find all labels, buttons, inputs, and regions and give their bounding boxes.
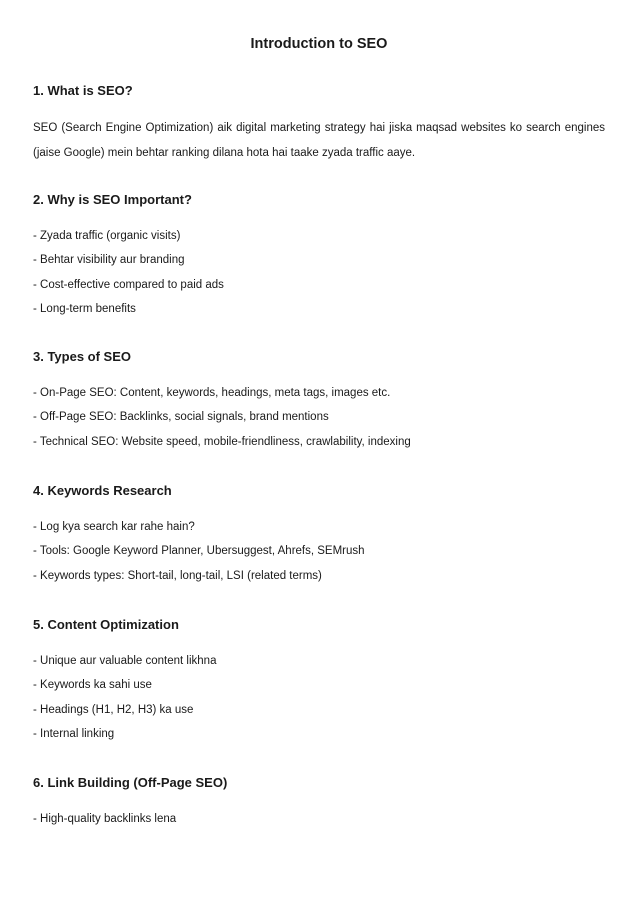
list-item: - Off-Page SEO: Backlinks, social signals, brand mentions (33, 411, 329, 424)
list-item: - Log kya search kar rahe hain? (33, 521, 195, 533)
section-types-of-seo (33, 349, 605, 454)
list-item: - Behtar visibility aur branding (33, 254, 185, 267)
list-item: - Keywords ka sahi use (33, 679, 152, 692)
list-item: - Unique aur valuable content likhna (33, 655, 217, 667)
section-heading: 5. Content Optimization (33, 617, 179, 632)
section-content-optimization (33, 617, 605, 746)
bullet-list (33, 807, 605, 831)
list-item: - Internal linking (33, 727, 115, 740)
section-heading: 3. Types of SEO (33, 349, 132, 364)
section-link-building (33, 775, 605, 831)
document-title: Introduction to SEO (250, 36, 388, 52)
list-item: - Zyada traffic (organic visits) (33, 230, 181, 242)
section-heading: 4. Keywords Research (33, 483, 172, 498)
section-paragraph: SEO (Search Engine Optimization) aik digital marketing strategy hai jiska maqsad websites ko search engines (jaise Google) mein behtar ranking dilana hota hai taake zyada traffic aaye. (33, 122, 605, 159)
list-item: - Headings (H1, H2, H3) ka use (33, 703, 194, 716)
list-item: - High-quality backlinks lena (33, 813, 177, 825)
section-heading: 2. Why is SEO Important? (33, 192, 192, 207)
bullet-list (33, 224, 605, 321)
section-why-seo-important (33, 192, 605, 321)
bullet-list (33, 381, 605, 454)
list-item: - Tools: Google Keyword Planner, Ubersuggest, Ahrefs, SEMrush (33, 545, 365, 558)
list-item: - On-Page SEO: Content, keywords, headings, meta tags, images etc. (33, 387, 391, 399)
section-what-is-seo (33, 83, 605, 165)
list-item: - Technical SEO: Website speed, mobile-friendliness, crawlability, indexing (33, 435, 411, 448)
bullet-list (33, 515, 605, 588)
bullet-list (33, 649, 605, 746)
list-item: - Cost-effective compared to paid ads (33, 278, 224, 291)
list-item: - Long-term benefits (33, 302, 136, 315)
section-heading: 6. Link Building (Off-Page SEO) (33, 775, 228, 790)
section-heading: 1. What is SEO? (33, 83, 133, 98)
list-item: - Keywords types: Short-tail, long-tail, LSI (related terms) (33, 569, 322, 582)
section-keywords-research (33, 483, 605, 588)
